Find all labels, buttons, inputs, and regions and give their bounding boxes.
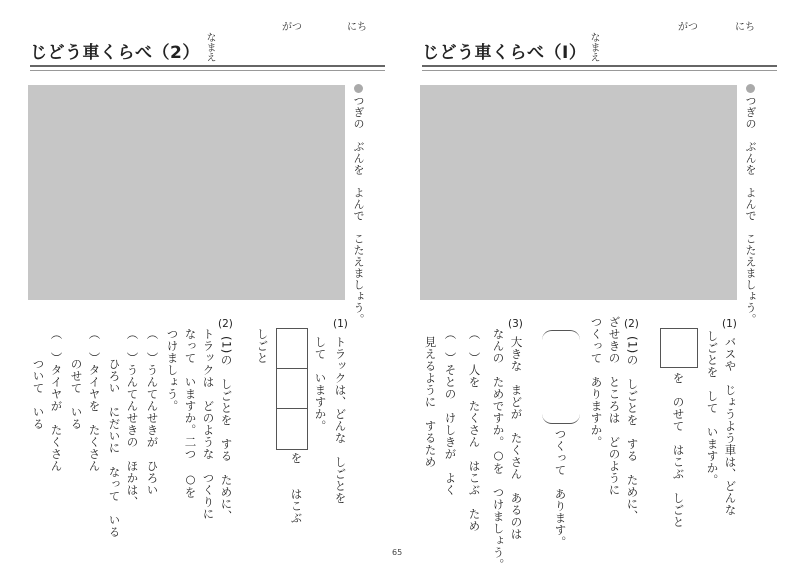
question-2-number: (2) [218,318,233,330]
month-label: がつ [282,22,302,33]
option-4-text-1: タイヤが たくさん [49,364,64,472]
answer-box[interactable] [660,328,698,368]
bullet-dot-icon [354,84,363,93]
page-title: じどう車くらべ（2） [30,43,200,63]
question-1-text-1: トラックは、どんな しごとを [333,336,348,504]
option-4-paren[interactable]: （ ） [49,328,64,364]
option-2-paren[interactable]: （ ） [443,328,458,364]
option-1-paren[interactable]: （ ） [467,328,482,364]
option-2-text-2: ひろい にだいに なって いる [107,358,122,538]
page-title: じどう車くらべ（Ⅰ） [422,43,587,63]
reading-passage-area [420,85,737,300]
question-2-answer-suffix: つくって あります。 [553,428,568,548]
day-label: にち [347,22,367,33]
question-2-text-2: ざせきの ところは どのように [607,316,622,496]
answer-box-2[interactable] [276,368,308,410]
reading-passage-area [28,85,345,300]
option-2-text: そとの けしきが よく [443,364,458,496]
instruction [745,84,756,325]
name-label: なまえ [588,32,599,62]
bullet-dot-icon [746,84,755,93]
question-1-label: しごと [255,328,270,364]
question-1-after-box: を はこぶ [289,452,304,524]
option-4[interactable] [50,328,62,472]
option-1[interactable] [146,328,158,496]
question-1-text-3: を のせて はこぶ しごと [671,372,686,528]
option-2-paren[interactable]: （ ） [125,328,140,364]
question-2-number: (2) [624,318,639,330]
question-2-text-1: (1)の しごとを する ために、 [219,336,234,522]
option-4-text-2: ついて いる [31,358,46,430]
answer-box-1[interactable] [276,328,308,370]
day-label: にち [735,22,755,33]
question-2-text-2: トラックは どのような つくりに [201,328,216,520]
page-number: 65 [392,548,403,557]
option-1-text: うんてんせきが ひろい [145,364,160,496]
question-2-text-1: (1)の しごとを する ために、 [625,336,640,522]
month-label: がつ [678,22,698,33]
option-3-text-2: のせて いる [69,358,84,430]
answer-parentheses[interactable] [542,330,580,424]
question-3-text-1: 大きな まどが たくさん あるのは [509,336,524,540]
header-rule [422,65,777,67]
worksheet-page-1 [402,0,797,571]
instruction-text: つぎの ぶんを よんで こたえましょう。 [352,95,365,325]
instruction-text: つぎの ぶんを よんで こたえましょう。 [744,95,757,325]
option-2[interactable] [444,328,456,496]
question-1-number: (1) [333,318,348,330]
option-2-text-2: 見えるように するため [423,336,438,468]
name-label: なまえ [204,32,215,62]
option-2-text-1: うんてんせきの ほかは、 [125,364,140,508]
option-1-paren[interactable]: （ ） [145,328,160,364]
question-1-text-2: しごとを して いますか。 [705,330,720,486]
option-3-text-1: タイヤを たくさん [87,364,102,472]
question-2-text-3: なって いますか。二つ ○を [183,328,198,499]
option-1-text: 人を たくさん はこぶ ため [467,364,482,532]
header-rule-thin [30,70,385,71]
question-3-number: (3) [508,318,523,330]
question-1-text-1: バスや じょうよう車は、どんな [723,336,738,516]
answer-box-3[interactable] [276,408,308,450]
question-2-text-3: つくって ありますか。 [589,316,604,448]
header-rule-thin [422,70,777,71]
worksheet-page-2 [10,0,405,545]
question-3-text-2: なんの ためですか。○を つけましょう。 [491,328,506,571]
option-3[interactable] [88,328,100,472]
question-2-text-4: つけましょう。 [165,328,180,412]
option-1[interactable] [468,328,480,532]
question-1-number: (1) [722,318,737,330]
option-2[interactable] [126,328,138,508]
instruction [353,84,364,325]
header-rule [30,65,385,67]
question-1-text-2: して いますか。 [313,336,328,432]
option-3-paren[interactable]: （ ） [87,328,102,364]
